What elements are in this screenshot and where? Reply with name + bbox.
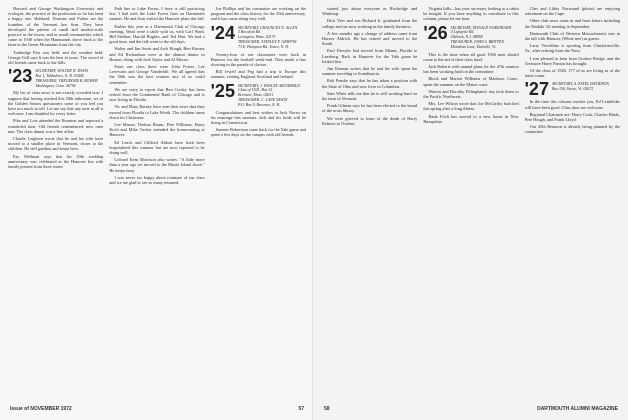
secretary-line: SECRETARY, CHAUNCEY N. ALLEN — [237, 25, 298, 30]
column-paragraph: Walter and Jim Swett and Arch Hough, Bert Kinney and Ed Richardson were at the alumni dinner in Boston, along with Jack Taylor and Al Morris. — [109, 46, 205, 62]
column-paragraph: We are sorry to report that Ben Cooley has been retired from the Continental Bank of Chicago and is now living in Florida. — [109, 86, 205, 103]
column-paragraph: Path line to Lake Forest. I have is still practicing law. I had with the Lake Forest firm on Dartmouth matters. He and Jean visited the Hanover plain this fall. — [109, 6, 205, 22]
right-column-3 — [525, 6, 620, 404]
treasurer-address: Washington, Conn. 06794 — [35, 83, 76, 88]
column-paragraph: Dick Veer and son Richard Jr. graduated from the college and are now working in the family business. — [322, 18, 418, 29]
class-year: '23 — [8, 66, 33, 87]
column-paragraph: Block and Marion Williams of Madison, Conn., spent the summer on the Maine coast. — [423, 76, 519, 87]
class-year: '25 — [210, 80, 235, 101]
treasurer-line: TREASURER, JOHN S. BRITTEN — [450, 40, 504, 44]
right-column-2 — [423, 6, 518, 404]
column-paragraph: Regional Chairmen are: Harry Cook, Charles Hinds, Pete Hough, and Frank Lloyd. — [524, 111, 620, 123]
class-officers — [238, 83, 300, 108]
column-paragraph: Fay Wellman says that his 50th wedding anniversary was celebrated at the Hanover Inn with family present from three states. — [8, 153, 104, 170]
column-paragraph: Charlie Leighton wrote that he and his wife have moved to a smaller place in Vermont, closer to the children. He still gardens and keeps bees. — [8, 136, 104, 152]
column-paragraph: Ed Leach and Clifford Abbott have both been hospitalized this summer but are now reported to be doing well. — [109, 139, 205, 156]
class-officers — [35, 68, 97, 88]
column-paragraph: Frank Gilman says he has been elected to the board of the town library. — [322, 103, 418, 114]
column-paragraph: I was pleased to hear from Gordon Bridge, and the Treasurer Harry Fanton has brought. — [524, 55, 620, 66]
column-paragraph: Vic and Mary Barney have sent their news that they moved from Florida to Lake Worth. The children came down for Christmas. — [109, 104, 205, 120]
treasurer-line: TREASURER, STANLEY F. GRIFFIN — [237, 40, 297, 44]
column-paragraph: In the time this column reaches you, Ed Leinfelder will have been good. Class dues are welcome. — [524, 99, 620, 110]
column-paragraph: My list of class news is not exactly crowded now. I suppose that having reached this 50th milestone, we of the Golden Sixties questioners some of you feel you have not much to tell. Let me say that any note at all is welcome. I am thankful for every letter. — [8, 90, 104, 117]
column-paragraph: Sumner Robertson came back for the Yale game and spent a few days on the campus with old friends. — [210, 127, 306, 138]
class-officers — [552, 81, 609, 92]
secretary-address: Class of 1925, Box 32 — [237, 88, 273, 93]
column-paragraph: Hank Fitch has moved to a new home in New Hampshire. — [423, 113, 519, 124]
treasurer-line: TREASURER, THEODORE R. BOWER — [35, 78, 98, 83]
right-page-columns — [322, 6, 620, 404]
column-paragraph: Other club news came in and from letters including the Waikiki '26 meeting in September. — [524, 18, 620, 29]
issue-date: Issue of NOVEMBER 1972 — [10, 406, 72, 412]
column-paragraph: Jim Kennan writes that he and his wife spent the summer traveling in Scandinavia. — [322, 66, 418, 77]
column-paragraph: Dartmouth Club of Western Massachusetts met in the fall with Hanson, (White tree) as guests. — [524, 30, 620, 42]
secretary-city: Oldwick, N.J. 08858 — [450, 35, 483, 40]
treasurer-address: 73 E. Hampton Rd., Essex, N. H. — [237, 44, 289, 49]
column-paragraph: Chet and Libby Norstrand (photo) are enjoying retirement on the Cape. — [524, 6, 620, 17]
column-paragraph: Joe Phillips and his committee are working on the program and the class history for the 50th anniversary, and it has come along very well. — [210, 6, 306, 22]
left-column-1 — [8, 6, 103, 404]
column-paragraph: Our 45th Reunion is already being planned by the committee. — [524, 124, 620, 135]
secretary-line: SECRETARY, J. WESLEY ARCHIBALD — [237, 83, 300, 88]
secretary-city: Brewster, Mass. 02631 — [237, 93, 274, 98]
class-year: '26 — [423, 22, 448, 43]
column-paragraph: Jack Roberts with annual plans for the 47th reunion has been working hard on the committee. — [423, 64, 519, 75]
class-officers — [451, 25, 512, 50]
class-header-26 — [423, 22, 518, 50]
secretary-city: Lexington, Mass. 02173 — [237, 35, 276, 40]
class-year: '24 — [210, 22, 235, 43]
class-officers — [238, 25, 297, 50]
secretary-address: Box 156, Stowe, Vt. 05672 — [551, 87, 594, 92]
class-year: '27 — [524, 79, 549, 100]
treasurer-address: Mortdean Lane, Danville, Vt. — [450, 44, 497, 49]
left-page-footer — [10, 404, 304, 414]
class-header-24 — [210, 22, 306, 50]
column-paragraph: Twenty-four of our classmates were back in Hanover for the football week-end. They made a fine showing in the parade of classes. — [210, 51, 306, 67]
secretary-address: 3 Bowdoin Rd. — [237, 30, 261, 35]
column-paragraph: Larry Vercellino is sporting from Charlottesville, Va., after retiring from the Navy. — [524, 43, 620, 54]
left-column-3 — [211, 6, 306, 404]
column-paragraph: Paul Dressler had moved from Miami, Florida to Leesburg. Back in Hanover for the Yale game he looked fine. — [322, 48, 418, 64]
secretary-line: SECRETARY, DONALD NORSTRAND — [450, 25, 512, 30]
column-paragraph: Pike and Lois attended the Reunion and reported a wonderful time. Old friends remembered, new ones met. The class dinner was a fine affair. — [8, 118, 104, 134]
secretary-line: SECRETARY, WALTER W. DAVIS — [35, 69, 89, 74]
class-header-23 — [8, 68, 103, 88]
column-paragraph: Earlier this year at a Dartmouth Club of Chicago meeting, Ward were a table with us, with Carl Ward, Bill Shelton, Harold Hughes, and Ted Hart. We had a good time, and the talk went to the old days. — [109, 23, 205, 45]
column-paragraph: Lee Mason, Thelma Bourn, Pete Williams, Harry Koch and Mike Tucker attended the homecoming at Hanover. — [109, 122, 205, 138]
column-paragraph: Of the class of 1926, 177 of us are living as of the latest count. — [524, 68, 620, 79]
column-paragraph: From our class there were John Foster, Lee Lovewain and George Vanderbilt. We all agreed that the 50th was the best reunion any of us could remember. — [109, 64, 205, 85]
publication-name: DARTMOUTH ALUMNI MAGAZINE — [537, 406, 618, 412]
column-paragraph: Colonel Kent Morrison also writes: "A little more than a year ago we moved to the Rhode Island shore." He keeps busy. — [109, 157, 205, 173]
right-column-1 — [322, 6, 417, 404]
page-number: 57 — [298, 406, 304, 412]
column-paragraph: We were grieved to learn of the death of Harry Roberts in October. — [322, 115, 418, 126]
column-paragraph: Virginia hills—has your secretary looking to a cabin he bought. If you have anything to contribute to this column, please let me hear. — [423, 6, 519, 22]
secretary-address: Box 1, Tubbsboro, N. H. 03445 — [35, 74, 84, 79]
column-paragraph: Mrs. Lee Wilson wrote that Joe McCarthy had died this spring after a long illness. — [423, 101, 519, 112]
column-paragraph: Congratulations and best wishes to Jack Norris on his marriage this summer. Jack and his bride will be living in Connecticut. — [210, 109, 306, 125]
secretary-line: SECRETARY, A. ESTEL DAVIDSON — [551, 82, 609, 87]
treasurer-address: P.O. Box 9, Brewster, N. H. — [237, 102, 281, 107]
column-paragraph: Harvard and George Washington University and ecologist, the practice of the profession so far has been a happy one. Hubbard, Norman and Fulton are the founders of the Vermont law firm. They have developed the pattern of small and modest-scale practice in the towns, and in small communities which came in 1948 when the Hammonds drove back to the farm in the Green Mountains from the city. — [8, 6, 104, 48]
column-paragraph: Tunbridge Fair was held, and the weather held. George Gall says it was the best in years. The crowd of old friends came back to the hills. — [8, 49, 104, 66]
column-paragraph: started just about everyone in Rockridge and Winthrop. — [322, 6, 418, 17]
secretary-address: 4 Lafayette Rd. — [450, 30, 475, 35]
column-paragraph: Bob Fenske says that he has taken a position with the State of Ohio and now lives in Columbus. — [322, 78, 418, 89]
page-number: 58 — [324, 406, 330, 412]
column-paragraph: I was never too happy about reunions of our class and we are glad to see so many returned. — [109, 174, 205, 186]
class-header-25 — [210, 80, 306, 108]
class-header-27 — [524, 79, 620, 100]
column-paragraph: This is the time when all good 1926 men should come to the aid of their class fund. — [423, 51, 519, 62]
column-paragraph: Bill Jewell and Peg had a trip to Europe this summer, visiting England, Scotland and Ireland. — [210, 69, 306, 80]
left-column-2 — [109, 6, 204, 404]
treasurer-line: TREASURER, C. LANE SAWIN — [237, 98, 288, 102]
column-paragraph: Sam White tells me that he is still working hard on his farm in Vermont. — [322, 90, 418, 102]
left-page-columns — [8, 6, 306, 404]
column-paragraph: A few months ago a change of address came from Horace Aldrich. He has retired and moved to the South. — [322, 30, 418, 47]
right-page-footer — [324, 404, 618, 414]
right-page — [314, 0, 628, 420]
column-paragraph: Warren and Dorothy Fillingham's trip took them to the Pacific Northwest. — [423, 88, 519, 100]
